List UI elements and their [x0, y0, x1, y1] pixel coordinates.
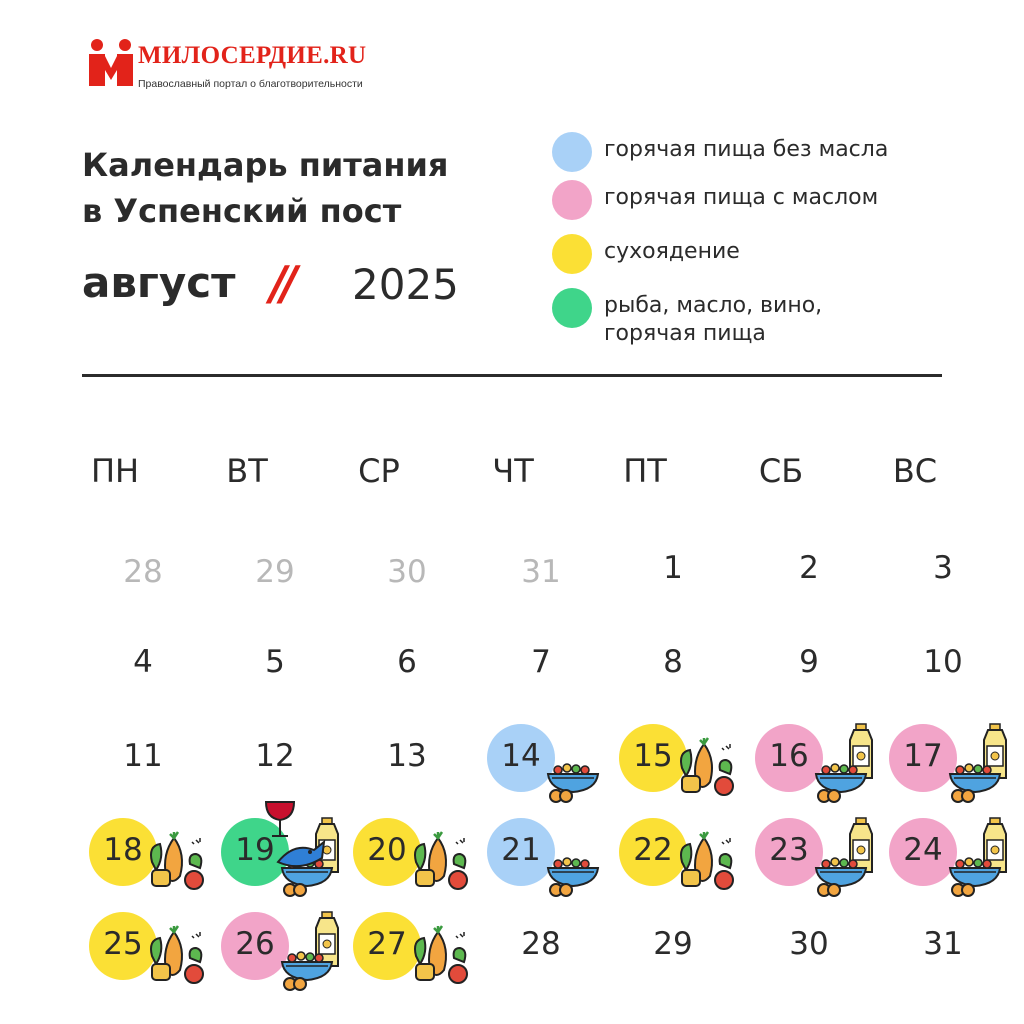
day-number: 6	[397, 644, 417, 680]
weekday-header: ПН	[90, 452, 140, 490]
day-number: 28	[521, 926, 561, 962]
vegetables-icon	[138, 904, 212, 990]
day-number: 22	[633, 832, 673, 868]
day-cell	[352, 910, 462, 990]
day-number: 16	[769, 738, 809, 774]
day-cell	[888, 534, 998, 614]
weekday-header: ПТ	[623, 452, 667, 490]
legend-label: горячая пища без масла	[604, 137, 889, 162]
salad-oil-icon	[938, 810, 1012, 896]
page-title	[82, 142, 448, 234]
day-cell	[618, 722, 728, 802]
day-number: 8	[663, 644, 683, 680]
logo-people-icon	[86, 38, 136, 88]
day-number: 17	[903, 738, 943, 774]
day-cell	[754, 722, 864, 802]
day-number: 3	[933, 550, 953, 586]
period-separator: //	[270, 256, 292, 310]
day-cell	[888, 722, 998, 802]
brand-tagline: Православный портал о благотворительности	[138, 78, 363, 90]
day-cell	[220, 538, 330, 618]
vegetables-icon	[138, 810, 212, 896]
vegetables-icon	[668, 810, 742, 896]
day-cell	[486, 816, 596, 896]
day-number: 29	[255, 554, 295, 590]
legend-label: сухоядение	[604, 239, 740, 264]
salad-oil-icon	[270, 904, 344, 990]
day-number: 14	[501, 738, 541, 774]
weekday-header: ЧТ	[492, 452, 534, 490]
month-label: август	[82, 258, 236, 307]
weekday-header: ВТ	[226, 452, 268, 490]
day-number: 4	[133, 644, 153, 680]
year-label: 2025	[352, 260, 459, 309]
day-cell	[888, 628, 998, 708]
day-cell	[88, 722, 198, 802]
day-number: 12	[255, 738, 295, 774]
day-cell	[754, 816, 864, 896]
legend-dot	[552, 132, 592, 172]
day-cell	[220, 628, 330, 708]
day-number: 19	[235, 832, 275, 868]
day-number: 31	[923, 926, 963, 962]
day-cell	[220, 722, 330, 802]
day-number: 29	[653, 926, 693, 962]
day-number: 21	[501, 832, 541, 868]
day-number: 27	[367, 926, 407, 962]
day-cell	[486, 538, 596, 618]
legend-dot	[552, 288, 592, 328]
salad-oil-icon	[938, 716, 1012, 802]
day-number: 9	[799, 644, 819, 680]
day-cell	[486, 910, 596, 990]
day-cell	[88, 910, 198, 990]
salad-oil-icon	[804, 810, 878, 896]
brand-name: МИЛОСЕРДИЕ.RU	[138, 42, 367, 69]
day-cell	[618, 628, 728, 708]
day-cell	[754, 628, 864, 708]
day-cell	[88, 816, 198, 896]
title-line-1: Календарь питания	[82, 146, 449, 184]
vegetables-icon	[402, 810, 476, 896]
day-cell	[88, 538, 198, 618]
day-cell	[486, 722, 596, 802]
day-cell	[618, 534, 728, 614]
day-number: 11	[123, 738, 163, 774]
day-cell	[88, 628, 198, 708]
legend-dot	[552, 180, 592, 220]
day-number: 20	[367, 832, 407, 868]
legend-label: рыба, масло, вино, горячая пища	[604, 293, 823, 346]
day-cell	[352, 722, 462, 802]
weekday-header: ВС	[892, 452, 938, 490]
salad-bowl-icon	[536, 810, 610, 896]
day-cell	[618, 816, 728, 896]
weekday-header: СР	[358, 452, 400, 490]
day-number: 31	[521, 554, 561, 590]
day-cell	[888, 816, 998, 896]
title-line-2: в Успенский пост	[82, 192, 402, 230]
day-number: 26	[235, 926, 275, 962]
day-cell	[220, 910, 330, 990]
day-number: 5	[265, 644, 285, 680]
weekday-header: СБ	[758, 452, 804, 490]
day-number: 2	[799, 550, 819, 586]
day-number: 13	[387, 738, 427, 774]
day-cell	[352, 628, 462, 708]
day-cell	[888, 910, 998, 990]
vegetables-icon	[402, 904, 476, 990]
legend-dot	[552, 234, 592, 274]
day-cell	[754, 910, 864, 990]
day-number: 1	[663, 550, 683, 586]
salad-oil-icon	[804, 716, 878, 802]
day-number: 15	[633, 738, 673, 774]
day-cell	[352, 538, 462, 618]
day-number: 24	[903, 832, 943, 868]
day-cell	[618, 910, 728, 990]
site-logo[interactable]	[86, 38, 376, 94]
day-number: 25	[103, 926, 143, 962]
day-number: 30	[789, 926, 829, 962]
vegetables-icon	[668, 716, 742, 802]
day-number: 28	[123, 554, 163, 590]
day-cell	[352, 816, 462, 896]
salad-bowl-icon	[536, 716, 610, 802]
day-number: 18	[103, 832, 143, 868]
legend-label: горячая пища с маслом	[604, 185, 879, 210]
fish-wine-icon	[270, 810, 344, 896]
day-cell	[486, 628, 596, 708]
day-number: 23	[769, 832, 809, 868]
day-number: 30	[387, 554, 427, 590]
divider	[82, 374, 942, 377]
day-number: 7	[531, 644, 551, 680]
day-cell	[754, 534, 864, 614]
day-cell	[220, 816, 330, 896]
day-number: 10	[923, 644, 963, 680]
